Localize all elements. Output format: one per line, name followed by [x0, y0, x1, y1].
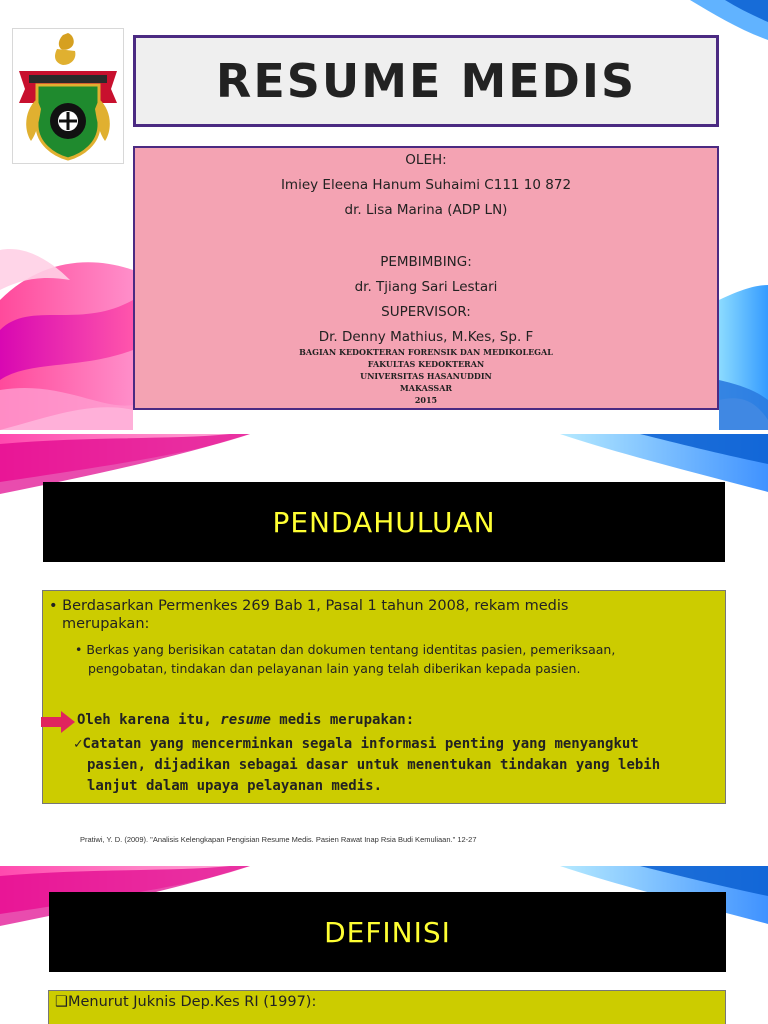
check-item-cont-1: pasien, dijadikan sebagai dasar untuk menentukan tindakan yang lebih	[87, 757, 661, 773]
slide-definisi	[0, 866, 768, 1024]
slide-title	[0, 0, 768, 430]
university-logo	[12, 28, 124, 164]
slide-title-text: RESUME MEDIS	[215, 54, 637, 108]
arrow-statement: Oleh karena itu, resume medis merupakan:	[77, 712, 415, 728]
arrow-right-icon	[41, 711, 77, 733]
supervisor-name: Dr. Denny Mathius, M.Kes, Sp. F	[318, 329, 534, 345]
institution-line-2: FAKULTAS KEDOKTERAN	[367, 359, 485, 369]
definisi-item-1: ❑Menurut Juknis Dep.Kes RI (1997):	[55, 994, 317, 1010]
definisi-heading: DEFINISI	[324, 915, 451, 949]
author-2: dr. Lisa Marina (ADP LN)	[344, 202, 508, 218]
check-item-cont-2: lanjut dalam upaya pelayanan medis.	[87, 778, 383, 794]
sub-bullet-1: • Berkas yang berisikan catatan dan dokumen tentang identitas pasien, pemeriksaan,	[75, 642, 616, 657]
pendahuluan-heading: PENDAHULUAN	[272, 505, 496, 539]
title-box	[133, 35, 719, 127]
institution-line-5: 2015	[414, 395, 438, 405]
university-crest-icon	[13, 29, 123, 163]
checkbox-square-icon: ❑	[55, 994, 68, 1010]
institution-line-4: MAKASSAR	[399, 383, 453, 393]
pendahuluan-content-box	[42, 590, 726, 804]
definisi-heading-bar	[49, 892, 726, 972]
pembimbing-label: PEMBIMBING:	[380, 254, 472, 270]
bullet-1-cont: merupakan:	[62, 616, 150, 632]
institution-line-3: UNIVERSITAS HASANUDDIN	[360, 371, 492, 381]
definisi-content-box	[48, 990, 726, 1024]
pembimbing-name: dr. Tjiang Sari Lestari	[354, 279, 498, 295]
supervisor-label: SUPERVISOR:	[381, 304, 471, 320]
institution-line-1: BAGIAN KEDOKTERAN FORENSIK DAN MEDIKOLEGAL	[299, 347, 553, 357]
oleh-label: OLEH:	[405, 152, 447, 168]
bullet-dot-icon: •	[75, 642, 87, 657]
author-info-box	[133, 146, 719, 410]
bullet-1: • Berdasarkan Permenkes 269 Bab 1, Pasal 1 tahun 2008, rekam medis	[49, 598, 569, 614]
pendahuluan-heading-bar	[43, 482, 725, 562]
citation-text: Pratiwi, Y. D. (2009). "Analisis Kelengkapan Pengisian Resume Medis. Pasien Rawat Inap Rsia Budi Kemuliaan." 12-27	[80, 835, 477, 844]
sub-bullet-1-cont: pengobatan, tindakan dan pelayanan lain yang telah diberikan kepada pasien.	[88, 661, 581, 676]
slide-pendahuluan	[0, 434, 768, 866]
author-1: Imiey Eleena Hanum Suhaimi C111 10 872	[280, 177, 572, 193]
check-item: ✓Catatan yang mencerminkan segala informasi penting yang menyangkut	[74, 736, 639, 752]
checkmark-icon: ✓	[74, 736, 83, 752]
bullet-dot-icon: •	[49, 598, 63, 614]
